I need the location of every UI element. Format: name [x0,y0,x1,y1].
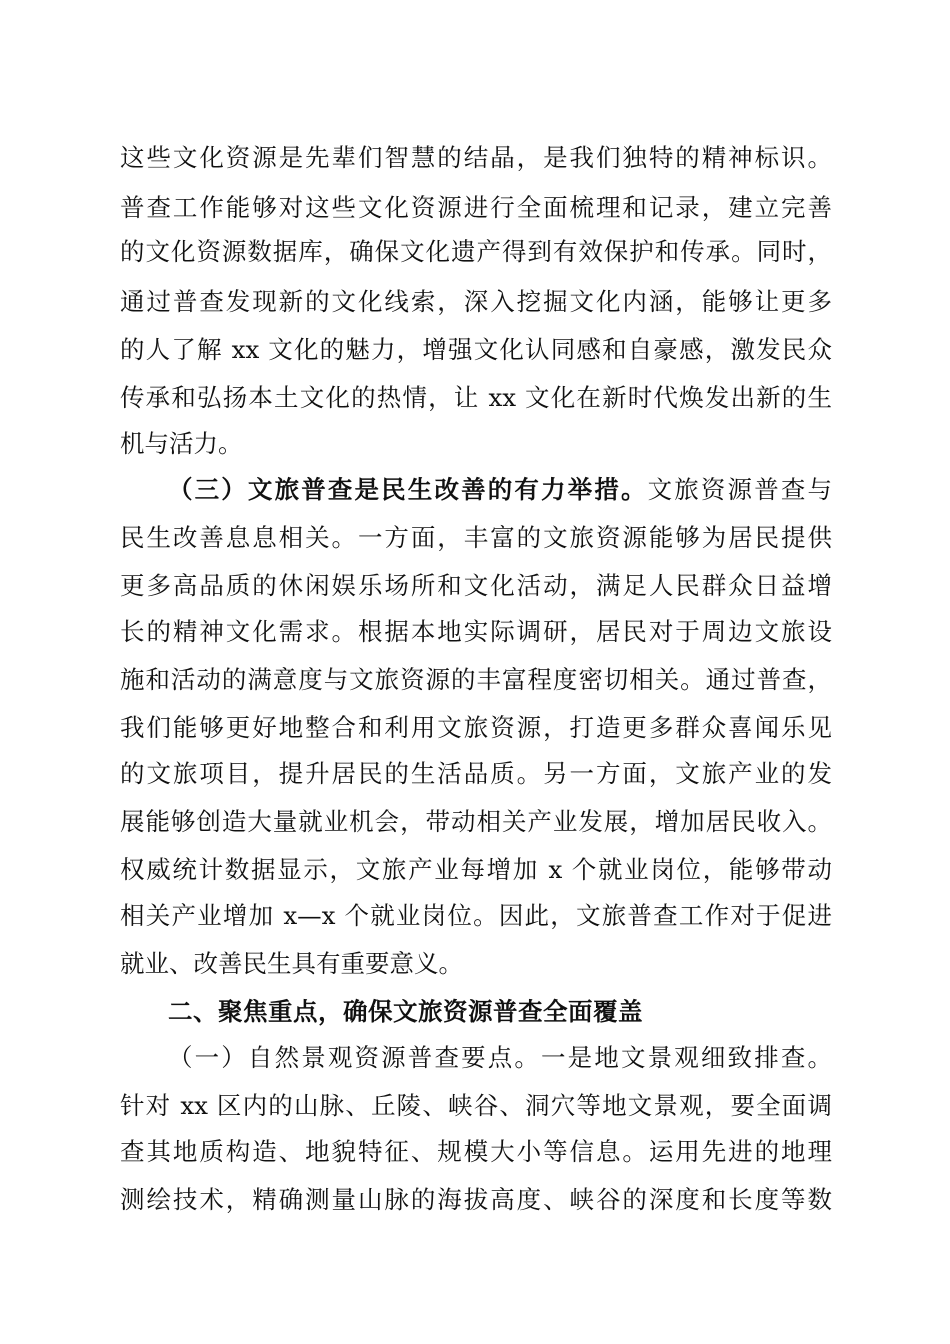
paragraph-line: 长的精神文化需求。根据本地实际调研，居民对于周边文旅设 [120,617,832,646]
paragraph-line: 的文化资源数据库，确保文化遗产得到有效保护和传承。同时， [120,237,832,266]
section-heading: 二、聚焦重点，确保文旅资源普查全面覆盖 [168,997,643,1026]
paragraph-line: 普查工作能够对这些文化资源进行全面梳理和记录，建立完善 [120,193,832,222]
paragraph-line: 权威统计数据显示，文旅产业每增加 x 个就业岗位，能够带动 [120,855,832,884]
paragraph-line: 测绘技术，精确测量山脉的海拔高度、峡谷的深度和长度等数 [120,1185,832,1214]
paragraph-line: 查其地质构造、地貌特征、规模大小等信息。运用先进的地理 [120,1137,832,1166]
paragraph-line: 就业、改善民生具有重要意义。 [120,949,463,978]
paragraph-line: 传承和弘扬本土文化的热情，让 xx 文化在新时代焕发出新的生 [120,383,832,412]
paragraph-line: 我们能够更好地整合和利用文旅资源，打造更多群众喜闻乐见 [120,713,832,742]
paragraph-line: 这些文化资源是先辈们智慧的结晶，是我们独特的精神标识。 [120,143,832,172]
paragraph-line: 相关产业增加 x—x 个就业岗位。因此，文旅普查工作对于促进 [120,901,832,930]
paragraph-line: 民生改善息息相关。一方面，丰富的文旅资源能够为居民提供 [120,523,832,552]
paragraph-line: 的人了解 xx 文化的魅力，增强文化认同感和自豪感，激发民众 [120,335,832,364]
paragraph-line: 机与活力。 [120,429,243,458]
subsection-lead-line: （一）自然景观资源普查要点。一是地文景观细致排查。 [168,1043,832,1072]
section-3-first-line [168,470,832,510]
section-3-bold-lead: （三）文旅普查是民生改善的有力举措。 [168,475,648,504]
paragraph-line: 展能够创造大量就业机会，带动相关产业发展，增加居民收入。 [120,807,832,836]
paragraph-line: 更多高品质的休闲娱乐场所和文化活动，满足人民群众日益增 [120,571,832,600]
paragraph-line: 的文旅项目，提升居民的生活品质。另一方面，文旅产业的发 [120,759,832,788]
paragraph-line: 通过普查发现新的文化线索，深入挖掘文化内涵，能够让更多 [120,287,832,316]
paragraph-line: 施和活动的满意度与文旅资源的丰富程度密切相关。通过普查， [120,665,832,694]
section-3-first-line-rest: 文旅资源普查与 [647,475,832,504]
paragraph-line: 针对 xx 区内的山脉、丘陵、峡谷、洞穴等地文景观，要全面调 [120,1091,832,1120]
